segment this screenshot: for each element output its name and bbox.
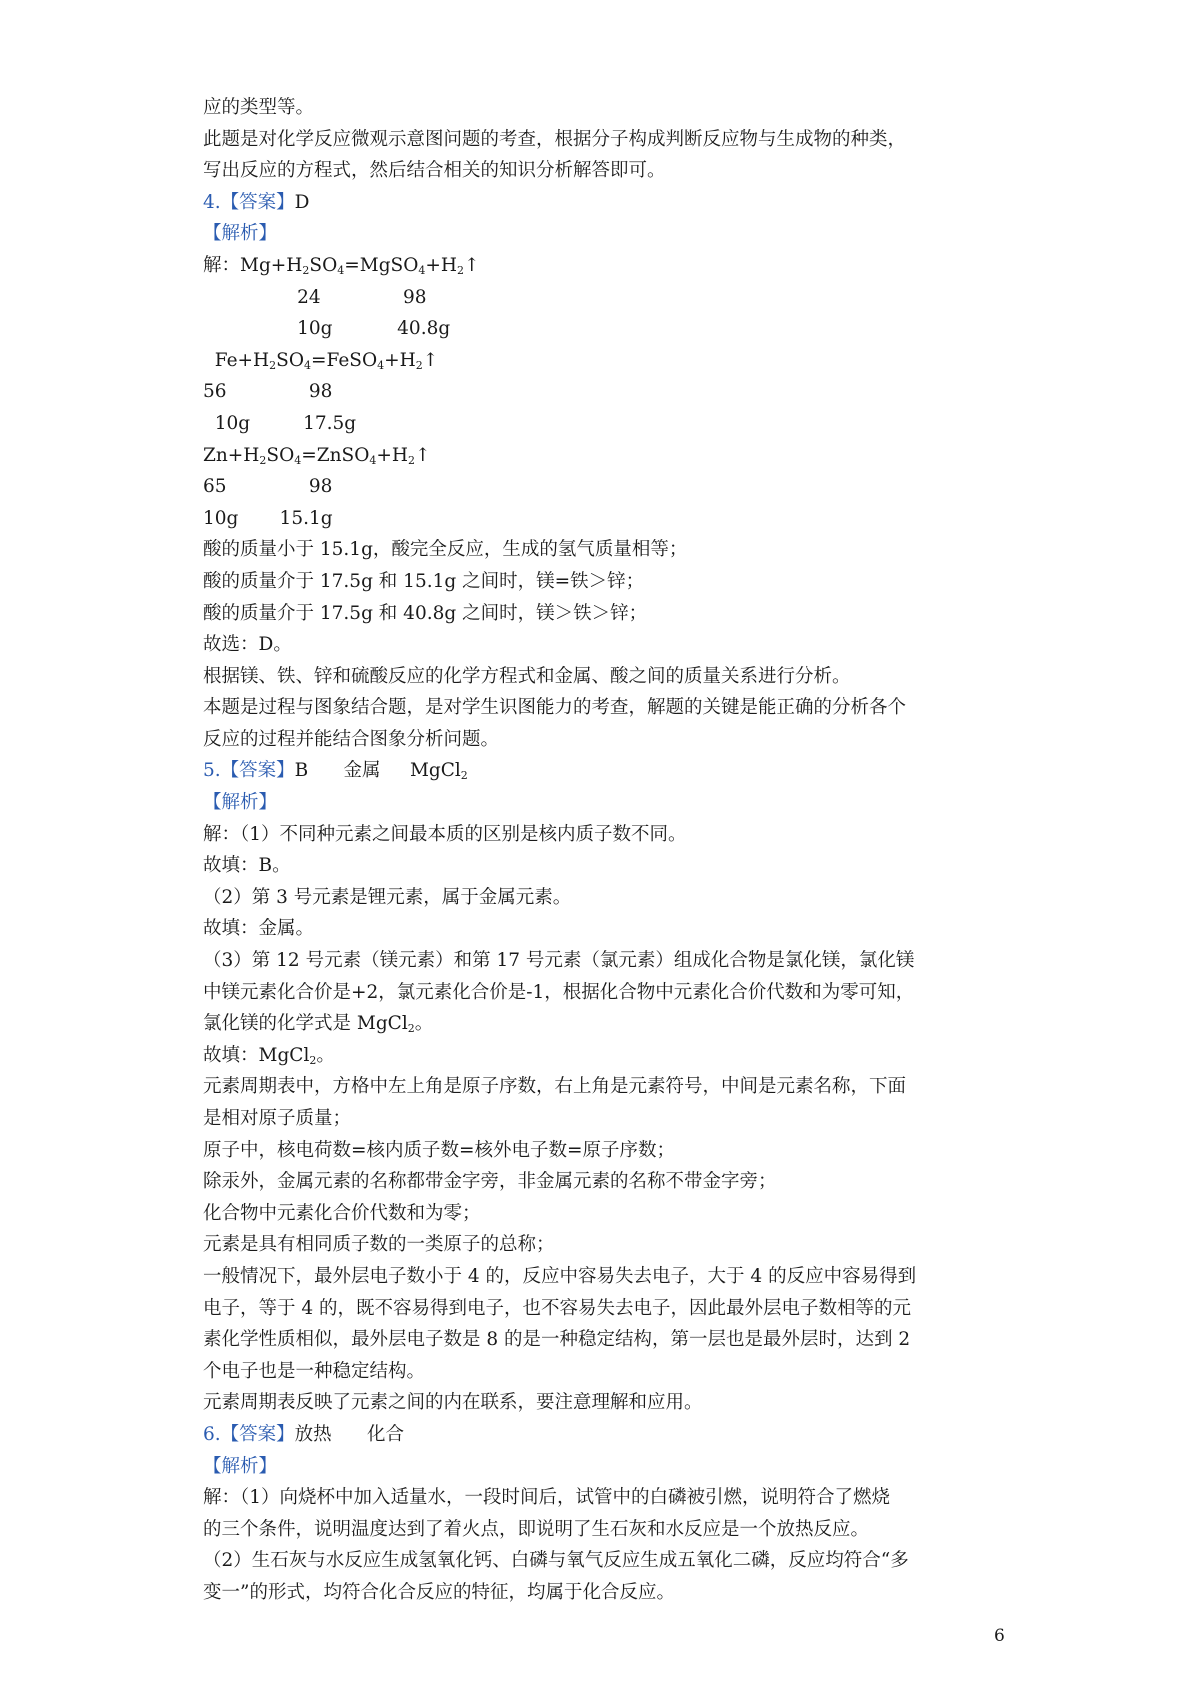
formula-text: 解：Mg+H [203, 254, 303, 276]
formula-text: +H [425, 254, 458, 276]
subscript: 2 [259, 453, 267, 467]
line-text: （2）第 3 号元素是锂元素，属于金属元素。 [203, 886, 572, 908]
text-line [203, 1356, 1003, 1388]
subscript: 2 [302, 263, 310, 277]
line-text: 化合物中元素化合价代数和为零； [203, 1202, 481, 1224]
formula-text: =FeSO [311, 349, 378, 371]
text-line [203, 471, 1003, 503]
line-text: 56 98 [203, 381, 333, 403]
text-line [203, 1135, 1003, 1167]
line-text: （2）生石灰与水反应生成氢氧化钙、白磷与氧气反应生成五氧化二磷，反应均符合“多 [203, 1550, 909, 1572]
formula-text: B 金属 MgCl [294, 760, 461, 782]
text-line [203, 1387, 1003, 1419]
text-line [203, 1451, 1003, 1483]
text-line [203, 187, 1003, 219]
text-line [203, 661, 1003, 693]
answer-label: 【解析】 [203, 1455, 278, 1477]
text-line [203, 787, 1003, 819]
text-line [203, 1514, 1003, 1546]
subscript: 4 [369, 453, 377, 467]
text-line [203, 913, 1003, 945]
text-line [203, 882, 1003, 914]
subscript: 2 [309, 1053, 317, 1067]
line-text: 酸的质量小于 15.1g，酸完全反应，生成的氢气质量相等； [203, 539, 688, 561]
text-line [203, 566, 1003, 598]
line-text: 素化学性质相似，最外层电子数是 8 的是一种稳定结构，第一层也是最外层时，达到 2 [203, 1329, 911, 1351]
answer-label: 4.【答案】 [203, 191, 295, 213]
text-line [203, 313, 1003, 345]
text-line [203, 1198, 1003, 1230]
formula-text: SO [276, 349, 305, 371]
text-line [203, 440, 1003, 472]
line-text: 个电子也是一种稳定结构。 [203, 1360, 426, 1382]
text-line [203, 1419, 1003, 1451]
formula-text: 。 [316, 1044, 335, 1066]
formula-text: Fe+H [203, 349, 270, 371]
text-line [203, 503, 1003, 535]
formula-text: =MgSO [344, 254, 419, 276]
line-text: 24 98 [203, 286, 427, 308]
text-line [203, 1229, 1003, 1261]
line-text: 解：（1）不同种元素之间最本质的区别是核内质子数不同。 [203, 823, 687, 845]
subscript: 4 [294, 453, 302, 467]
line-text: 酸的质量介于 17.5g 和 15.1g 之间时，镁=铁＞锌； [203, 570, 645, 592]
formula-text: Zn+H [203, 444, 260, 466]
text-line [203, 1166, 1003, 1198]
formula-text: SO [309, 254, 338, 276]
text-line [203, 345, 1003, 377]
line-text: 元素周期表中，方格中左上角是原子序数，右上角是元素符号，中间是元素名称，下面 [203, 1076, 907, 1098]
line-text: 放热 化合 [294, 1423, 404, 1445]
text-line [203, 1040, 1003, 1072]
text-line [203, 1293, 1003, 1325]
text-line [203, 250, 1003, 282]
line-text: 应的类型等。 [203, 97, 315, 118]
subscript: 2 [407, 1022, 415, 1036]
formula-text: 故填：MgCl [203, 1044, 310, 1066]
text-line [203, 850, 1003, 882]
text-line [203, 724, 1003, 756]
text-line [203, 1324, 1003, 1356]
line-text: 10g 40.8g [203, 318, 451, 340]
document-body [203, 92, 1003, 1609]
text-line [203, 1577, 1003, 1609]
text-line [203, 1008, 1003, 1040]
answer-label: 5.【答案】 [203, 760, 295, 782]
line-text: 故选：D。 [203, 634, 292, 656]
page-number: 6 [994, 1626, 1005, 1646]
line-text: 根据镁、铁、锌和硫酸反应的化学方程式和金属、酸之间的质量关系进行分析。 [203, 665, 851, 687]
line-text: 解：（1）向烧杯中加入适量水，一段时间后，试管中的白磷被引燃，说明符合了燃烧 [203, 1487, 891, 1509]
formula-text: SO [266, 444, 295, 466]
line-text: 写出反应的方程式，然后结合相关的知识分析解答即可。 [203, 160, 666, 182]
text-line [203, 977, 1003, 1009]
line-text: 元素周期表反映了元素之间的内在联系，要注意理解和应用。 [203, 1392, 703, 1414]
line-text: 故填：金属。 [203, 918, 315, 940]
line-text: 除汞外，金属元素的名称都带金字旁，非金属元素的名称不带金字旁； [203, 1171, 777, 1193]
line-text: 中镁元素化合价是+2，氯元素化合价是-1，根据化合物中元素化合价代数和为零可知， [203, 981, 915, 1003]
subscript: 4 [418, 263, 426, 277]
formula-text: +H [376, 444, 409, 466]
subscript: 2 [460, 769, 468, 783]
text-line [203, 282, 1003, 314]
text-line [203, 1071, 1003, 1103]
subscript: 2 [457, 263, 465, 277]
text-line [203, 1482, 1003, 1514]
line-text: 10g 17.5g [203, 412, 357, 434]
text-line [203, 819, 1003, 851]
line-text: 本题是过程与图象结合题，是对学生识图能力的考查，解题的关键是能正确的分析各个 [203, 697, 907, 719]
subscript: 4 [337, 263, 345, 277]
text-line [203, 218, 1003, 250]
answer-label: 【解析】 [203, 792, 278, 814]
line-text: 变一”的形式，均符合化合反应的特征，均属于化合反应。 [203, 1581, 675, 1603]
line-text: 一般情况下，最外层电子数小于 4 的，反应中容易失去电子，大于 4 的反应中容易得到 [203, 1265, 917, 1287]
formula-text: ↑ [422, 349, 439, 371]
subscript: 2 [408, 453, 416, 467]
subscript: 4 [304, 358, 312, 372]
line-text: 电子，等于 4 的，既不容易得到电子，也不容易失去电子，因此最外层电子数相等的元 [203, 1297, 912, 1319]
formula-text: 氯化镁的化学式是 MgCl [203, 1013, 408, 1035]
line-text: 10g 15.1g [203, 507, 333, 529]
line-text: 原子中，核电荷数=核内质子数=核外电子数=原子序数； [203, 1139, 676, 1161]
formula-text: 。 [414, 1013, 434, 1035]
line-text: 此题是对化学反应微观示意图问题的考查，根据分子构成判断反应物与生成物的种类， [203, 128, 907, 150]
text-line [203, 1261, 1003, 1293]
text-line [203, 408, 1003, 440]
line-text: 的三个条件，说明温度达到了着火点，即说明了生石灰和水反应是一个放热反应。 [203, 1518, 870, 1540]
line-text: 酸的质量介于 17.5g 和 40.8g 之间时，镁＞铁＞锌； [203, 602, 648, 624]
text-line [203, 124, 1003, 156]
subscript: 2 [269, 358, 277, 372]
formula-text: =ZnSO [301, 444, 370, 466]
line-text: 65 98 [203, 476, 333, 498]
answer-label: 【解析】 [203, 223, 278, 245]
line-text: 是相对原子质量； [203, 1108, 352, 1129]
line-text: （3）第 12 号元素（镁元素）和第 17 号元素（氯元素）组成化合物是氯化镁，氯化镁 [203, 950, 915, 972]
text-line [203, 534, 1003, 566]
text-line [203, 629, 1003, 661]
text-line [203, 155, 1003, 187]
text-line [203, 1545, 1003, 1577]
subscript: 2 [415, 358, 423, 372]
text-line [203, 376, 1003, 408]
line-text: 元素是具有相同质子数的一类原子的总称； [203, 1234, 555, 1256]
subscript: 4 [377, 358, 385, 372]
formula-text: ↑ [464, 254, 480, 276]
text-line [203, 92, 1003, 124]
line-text: 故填：B。 [203, 855, 291, 877]
text-line [203, 692, 1003, 724]
formula-text: ↑ [415, 444, 431, 466]
answer-label: 6.【答案】 [203, 1423, 295, 1445]
formula-text: +H [384, 349, 416, 371]
text-line [203, 755, 1003, 787]
line-text: 反应的过程并能结合图象分析问题。 [203, 728, 500, 750]
text-line [203, 598, 1003, 630]
text-line [203, 1103, 1003, 1135]
line-text: D [294, 191, 310, 213]
text-line [203, 945, 1003, 977]
